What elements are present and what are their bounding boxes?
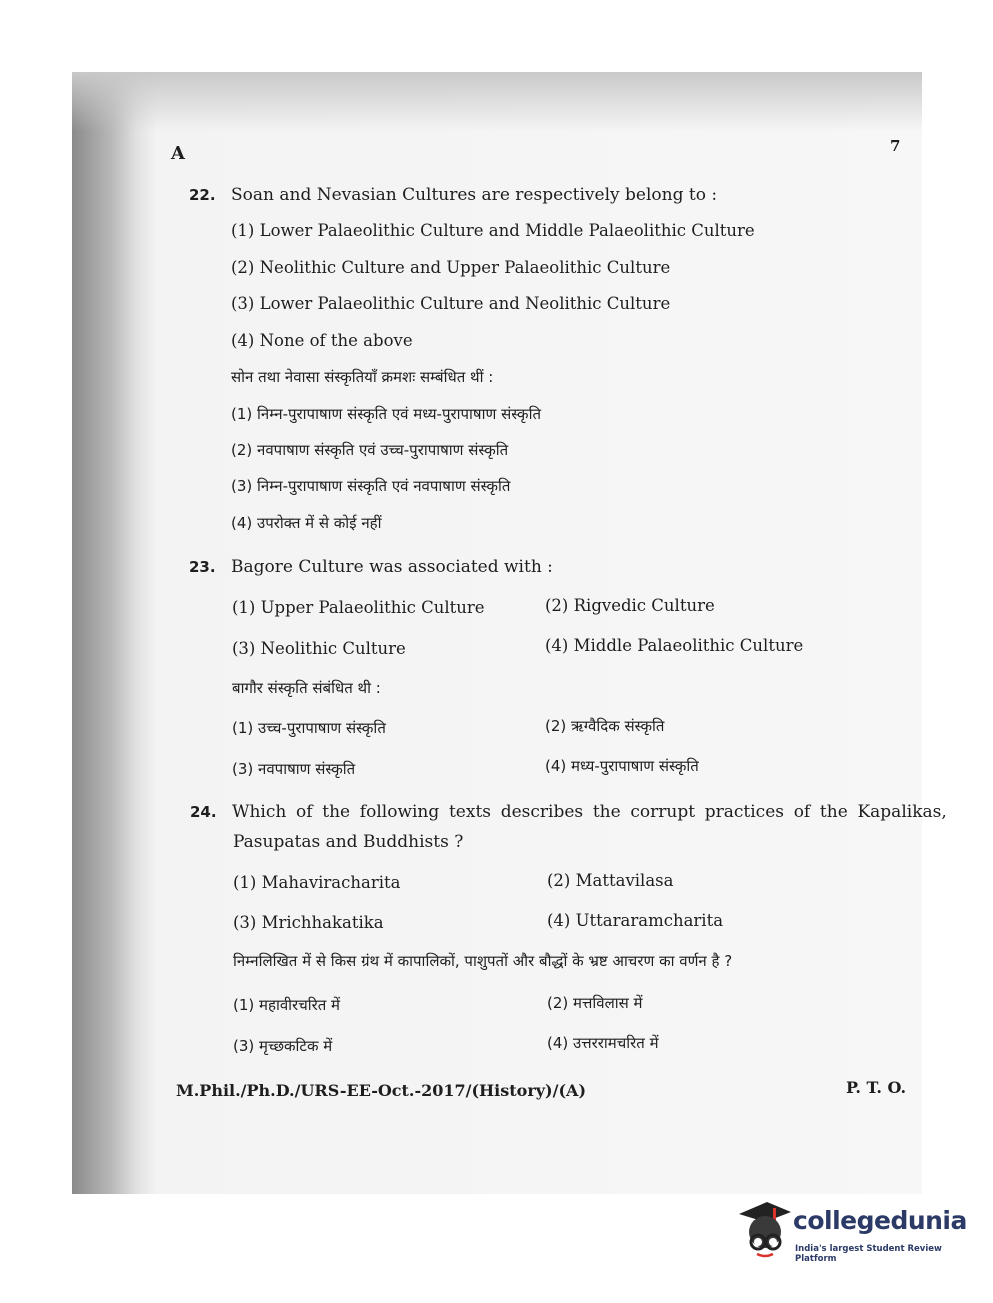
scanned-page — [72, 72, 922, 1194]
question-number: 22. — [189, 186, 216, 204]
question-set-label: A — [171, 143, 185, 164]
q24-hindi-option-3: (3) मृच्छकटिक में — [233, 1037, 333, 1055]
exam-code: M.Phil./Ph.D./URS-EE-Oct.-2017/(History)/(A) — [176, 1081, 587, 1100]
pto-label: P. T. O. — [846, 1078, 907, 1097]
q22-hindi-question: सोन तथा नेवासा संस्कृतियाँ क्रमशः सम्बंधित थीं : — [231, 368, 494, 386]
q22-option-1: (1) Lower Palaeolithic Culture and Middle Palaeolithic Culture — [231, 221, 755, 240]
q22-hindi-option-4: (4) उपरोक्त में से कोई नहीं — [231, 514, 382, 532]
q23-hindi-option-1: (1) उच्च-पुरापाषाण संस्कृति — [232, 719, 386, 737]
q23-hindi-option-2: (2) ऋग्वैदिक संस्कृति — [545, 717, 665, 735]
q24-hindi-option-1: (1) महावीरचरित में — [233, 996, 341, 1014]
q22-hindi-option-1: (1) निम्न-पुरापाषाण संस्कृति एवं मध्य-पुरापाषाण संस्कृति — [231, 405, 541, 423]
q23-option-1: (1) Upper Palaeolithic Culture — [232, 598, 485, 617]
q22-option-4: (4) None of the above — [231, 331, 413, 350]
q24-hindi-option-4: (4) उत्तररामचरित में — [547, 1034, 659, 1052]
question-23 — [189, 557, 553, 577]
q23-option-2: (2) Rigvedic Culture — [545, 596, 715, 615]
q23-option-4: (4) Middle Palaeolithic Culture — [545, 636, 804, 655]
question-text: Soan and Nevasian Cultures are respectively belong to : — [231, 185, 718, 205]
question-22 — [189, 185, 717, 205]
q22-option-3: (3) Lower Palaeolithic Culture and Neolithic Culture — [231, 294, 671, 313]
question-text-line-1: Which of the following texts describes the corrupt practices of the Kapalikas, — [232, 802, 947, 822]
question-24-line-2: Pasupatas and Buddhists ? — [233, 832, 464, 852]
collegedunia-watermark — [737, 1198, 967, 1268]
mascot-icon — [737, 1198, 793, 1260]
q24-option-4: (4) Uttararamcharita — [547, 911, 724, 930]
q23-option-3: (3) Neolithic Culture — [232, 639, 406, 658]
q24-hindi-option-2: (2) मत्तविलास में — [547, 994, 643, 1012]
scan-shadow — [72, 72, 922, 132]
q22-hindi-option-2: (2) नवपाषाण संस्कृति एवं उच्च-पुरापाषाण संस्कृति — [231, 441, 509, 459]
question-24 — [190, 802, 947, 822]
page-number: 7 — [890, 137, 901, 155]
q24-option-3: (3) Mrichhakatika — [233, 913, 384, 932]
q23-hindi-option-3: (3) नवपाषाण संस्कृति — [232, 760, 356, 778]
question-number: 23. — [189, 558, 216, 576]
q24-hindi-question: निम्नलिखित में से किस ग्रंथ में कापालिकों, पाशुपतों और बौद्धों के भ्रष्ट आचरण का वर्णन है ? — [233, 952, 733, 970]
q22-hindi-option-3: (3) निम्न-पुरापाषाण संस्कृति एवं नवपाषाण संस्कृति — [231, 477, 511, 495]
q24-option-1: (1) Mahaviracharita — [233, 873, 401, 892]
q23-hindi-question: बागौर संस्कृति संबंधित थी : — [232, 679, 381, 697]
brand-tagline: India's largest Student Review Platform — [795, 1244, 942, 1264]
brand-name: collegedunia — [793, 1206, 967, 1235]
q22-option-2: (2) Neolithic Culture and Upper Palaeolithic Culture — [231, 258, 671, 277]
q24-option-2: (2) Mattavilasa — [547, 871, 674, 890]
question-number: 24. — [190, 803, 217, 821]
question-text: Bagore Culture was associated with : — [231, 557, 553, 577]
q23-hindi-option-4: (4) मध्य-पुरापाषाण संस्कृति — [545, 757, 699, 775]
